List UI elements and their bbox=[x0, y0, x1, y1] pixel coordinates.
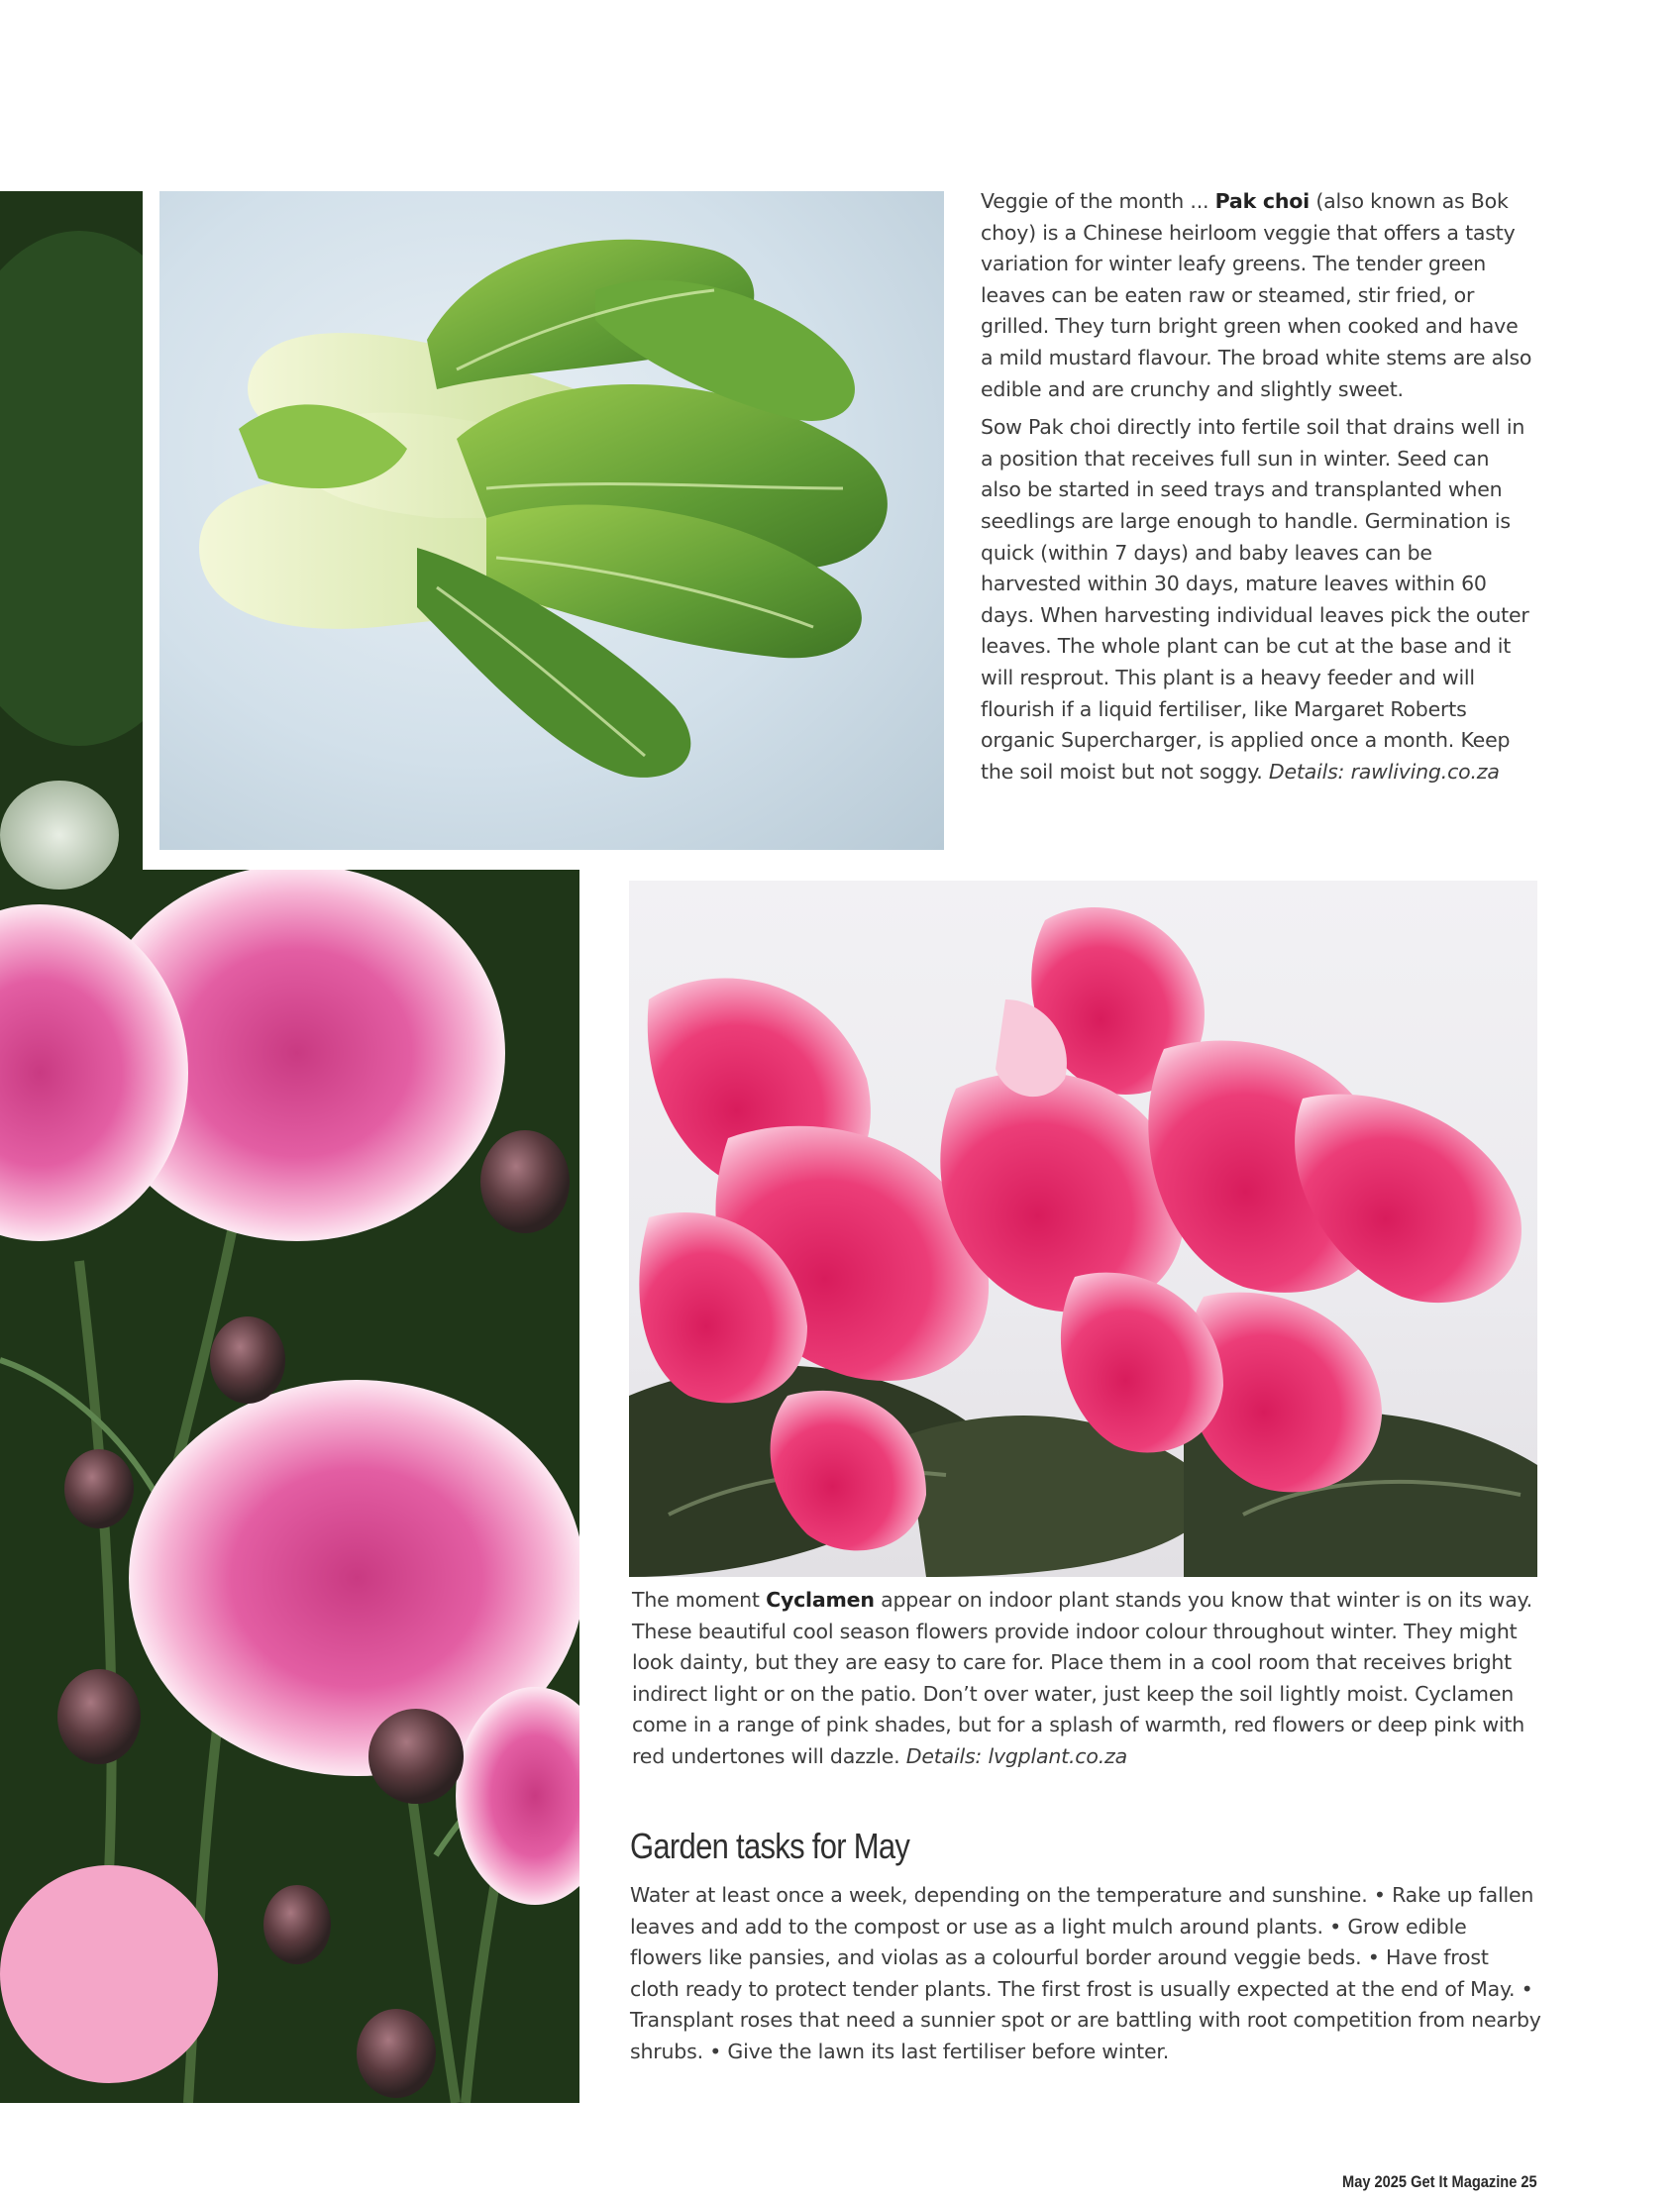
pak-choi-description: (also known as Bok choy) is a Chinese heirloom veggie that offers a tasty variation for winter leafy greens. The tender green leaves can be eaten raw or steamed, stir fried, or grilled. They turn bright green when cooked and have a mild mustard flavour. The broad white stems are also edible and are crunchy and slightly sweet. bbox=[981, 189, 1532, 401]
page-footer: May 2025 Get It Magazine 25 bbox=[1342, 2172, 1537, 2191]
pak-choi-photo bbox=[159, 191, 944, 850]
pak-choi-article bbox=[981, 186, 1535, 787]
garden-tasks-paragraph: Water at least once a week, depending on the temperature and sunshine. • Rake up fallen leaves and add to the compost or use as a light mulch around plants. • Grow edible flowers like pansies, and violas as a colourful border around veggie beds. • Have frost cloth ready to protect tender plants. The first frost is usually expected at the end of May. • Transplant roses that need a sunnier spot or are battling with root competition from nearby shrubs. • Give the lawn its last fertiliser before winter. bbox=[630, 1883, 1541, 2063]
cyclamen-name: Cyclamen bbox=[766, 1588, 875, 1612]
pak-choi-name: Pak choi bbox=[1214, 189, 1310, 213]
veggie-intro: Veggie of the month ... bbox=[981, 189, 1215, 213]
garden-tasks-list bbox=[630, 1880, 1541, 2068]
garden-tasks-heading: Garden tasks for May bbox=[630, 1826, 910, 1866]
cyclamen-photo bbox=[629, 881, 1537, 1577]
pak-choi-paragraph-1 bbox=[981, 186, 1535, 405]
cyclamen-intro: The moment bbox=[632, 1588, 767, 1612]
pak-choi-details: Details: rawliving.co.za bbox=[1268, 759, 1500, 784]
cyclamen-paragraph bbox=[632, 1585, 1543, 1773]
cyclamen-description: appear on indoor plant stands you know that winter is on its way. These beautiful cool season flowers provide indoor colour throughout winter. They might look dainty, but they are easy to care for. Place them in a cool room that receives bright indirect light or on the patio. Don’t over water, just keep the soil lightly moist. Cyclamen come in a range of pink shades, but for a splash of warmth, red flowers or deep pink with red undertones will dazzle. bbox=[632, 1588, 1532, 1768]
pak-choi-growing-tips: Sow Pak choi directly into fertile soil that drains well in a position that receives full sun in winter. Seed can also be started in seed trays and transplanted when seedlings are large enough to handle. Germination is quick (within 7 days) and baby leaves can be harvested within 30 days, mature leaves within 60 days. When harvesting individual leaves pick the outer leaves. The whole plant can be cut at the base and it will resprout. This plant is a heavy feeder and will flourish if a liquid fertiliser, like Margaret Roberts organic Supercharger, is applied once a month. Keep the soil moist but not soggy. bbox=[981, 415, 1529, 784]
cyclamen-article bbox=[632, 1585, 1543, 1773]
pak-choi-paragraph-2 bbox=[981, 412, 1535, 787]
cyclamen-details: Details: lvgplant.co.za bbox=[905, 1743, 1127, 1768]
